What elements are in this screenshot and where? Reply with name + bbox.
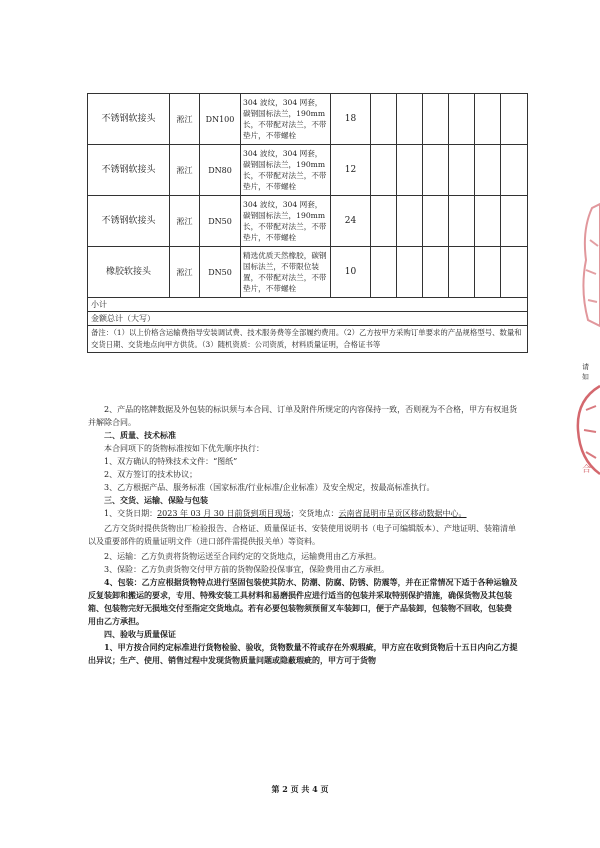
paragraph-standards-intro: 本合同项下的货物标准按如下优先顺序执行： (104, 444, 264, 453)
list-item: 2、运输：乙方负责将货物运送至合同约定的交货地点，运输费用由乙方承担。 (104, 552, 382, 561)
delivery-line (88, 507, 518, 520)
item-description: 304 波纹，304 网套，碳钢国标法兰，190mm长，不带配对法兰，不带垫片，不带螺栓 (241, 94, 331, 145)
empty-cell (475, 94, 501, 145)
list-item: 3、保险：乙方负责货物交付甲方前的货物保险投保事宜，保险费用由乙方承担。 (104, 565, 390, 574)
section-heading-delivery: 三、交货、运输、保险与包装 (104, 495, 208, 505)
note-row (88, 326, 528, 353)
item-description: 304 波纹，304 网套，碳钢国标法兰，190mm长，不带配对法兰，不带垫片，不带螺栓 (241, 196, 331, 247)
item-brand: 淞江 (170, 94, 200, 145)
empty-cell (371, 94, 397, 145)
empty-cell (501, 145, 528, 196)
margin-note-line-2: 如 (582, 373, 589, 381)
svg-text:合: 合 (582, 465, 592, 475)
item-name: 不锈钢软接头 (88, 196, 170, 247)
table-row (88, 145, 528, 196)
red-stamp-fragment-icon (572, 380, 600, 480)
delivery-place: 云南省昆明市呈贡区移动数据中心。 (338, 509, 467, 518)
item-spec: DN100 (200, 94, 241, 145)
item-description: 精选优质天然橡胶，碳钢国标法兰，不带限位装置，不带配对法兰，不带垫片，不带螺栓 (241, 247, 331, 298)
contract-body (88, 403, 518, 667)
item-quantity: 24 (331, 196, 371, 247)
item-description: 304 波纹，304 网套，碳钢国标法兰，190mm长，不带配对法兰，不带垫片，不带螺栓 (241, 145, 331, 196)
empty-cell (423, 196, 449, 247)
total-row (88, 312, 528, 326)
section-heading-quality: 二、质量、技术标准 (104, 430, 176, 440)
empty-cell (475, 247, 501, 298)
empty-cell (423, 94, 449, 145)
delivery-place-label: ；交货地点： (290, 509, 339, 518)
list-item: 2、双方签订的技术协议； (104, 470, 198, 479)
paragraph-acceptance: 1、甲方按合同约定标准进行货物检验、验收，货物数量不符或存在外观瑕疵，甲方应在收到货物后十五日内向乙方提出异议；生产、使用、销售过程中发现货物质量问题或隐蔽瑕疵的，甲方可于货物 (88, 642, 518, 665)
section-heading-acceptance: 四、验收与质量保证 (104, 629, 176, 639)
table-note: 备注：（1）以上价格含运输费指导安装调试费、技术服务费等全部履约费用。（2）乙方按甲方采购订单要求的产品规格型号、数量和交货日期、交货地点向甲方供货。（3）随机资质：公司资质，材料质量证明，合格证书等 (88, 326, 528, 353)
empty-cell (371, 145, 397, 196)
empty-cell (449, 145, 475, 196)
table-row (88, 94, 528, 145)
item-brand: 淞江 (170, 247, 200, 298)
item-name: 不锈钢软接头 (88, 145, 170, 196)
subtotal-label: 小计 (88, 298, 528, 312)
page-number: 第 2 页 共 4 页 (271, 784, 329, 794)
empty-cell (501, 94, 528, 145)
paragraph-documents: 乙方交货时提供货物出厂检验报告、合格证、质量保证书、安装使用说明书（电子可编辑版本）、产地证明、装箱清单以及重要部件的质量证明文件（进口部件需提供报关单）等资料。 (88, 524, 516, 546)
empty-cell (397, 94, 423, 145)
item-spec: DN50 (200, 247, 241, 298)
table-row (88, 196, 528, 247)
empty-cell (371, 247, 397, 298)
item-spec: DN80 (200, 145, 241, 196)
paragraph-packaging: 4、包装：乙方应根据货物特点进行坚固包装使其防水、防潮、防腐、防锈、防震等，并在正常情况下适于各种运输及反复装卸和搬运的要求，专用、特殊安装工具材料和易磨损件应进行适当的包装并采取特别保护措施，确保货物及其包装箱、包装物完好无损地交付至指定交货地点。若有必要包装物须预留叉车装卸口，便于产品装卸，包装物不回收，包装费用由乙方承担。 (88, 577, 518, 626)
empty-cell (397, 247, 423, 298)
empty-cell (449, 247, 475, 298)
margin-note-line-1: 请 (582, 363, 589, 371)
red-seal-fragment-icon (540, 200, 600, 330)
empty-cell (449, 196, 475, 247)
total-label: 金额总计（大写） (88, 312, 528, 326)
table-row (88, 247, 528, 298)
margin-note (582, 362, 589, 382)
paragraph-nameplate: 2、产品的铭牌数据及外包装的标识须与本合同、订单及附件所规定的内容保持一致，否则视为不合格，甲方有权退货并解除合同。 (88, 405, 518, 427)
item-brand: 淞江 (170, 196, 200, 247)
item-spec: DN50 (200, 196, 241, 247)
item-quantity: 12 (331, 145, 371, 196)
empty-cell (475, 145, 501, 196)
item-name: 不锈钢软接头 (88, 94, 170, 145)
item-name: 橡胶软接头 (88, 247, 170, 298)
empty-cell (397, 196, 423, 247)
product-table (87, 93, 528, 353)
subtotal-row (88, 298, 528, 312)
delivery-date-label: 1、交货日期： (104, 509, 158, 518)
empty-cell (449, 94, 475, 145)
empty-cell (397, 145, 423, 196)
empty-cell (475, 196, 501, 247)
empty-cell (423, 145, 449, 196)
list-item: 1、双方确认的特殊技术文件：“图纸” (104, 457, 238, 466)
empty-cell (423, 247, 449, 298)
empty-cell (501, 196, 528, 247)
list-item: 3、乙方根据产品、服务标准（国家标准/行业标准/企业标准）及安全规定，按最高标准执行。 (104, 483, 435, 492)
empty-cell (501, 247, 528, 298)
item-quantity: 10 (331, 247, 371, 298)
item-brand: 淞江 (170, 145, 200, 196)
delivery-date: 2023 年 03 月 30 日前货到项目现场 (157, 509, 291, 518)
empty-cell (371, 196, 397, 247)
item-quantity: 18 (331, 94, 371, 145)
